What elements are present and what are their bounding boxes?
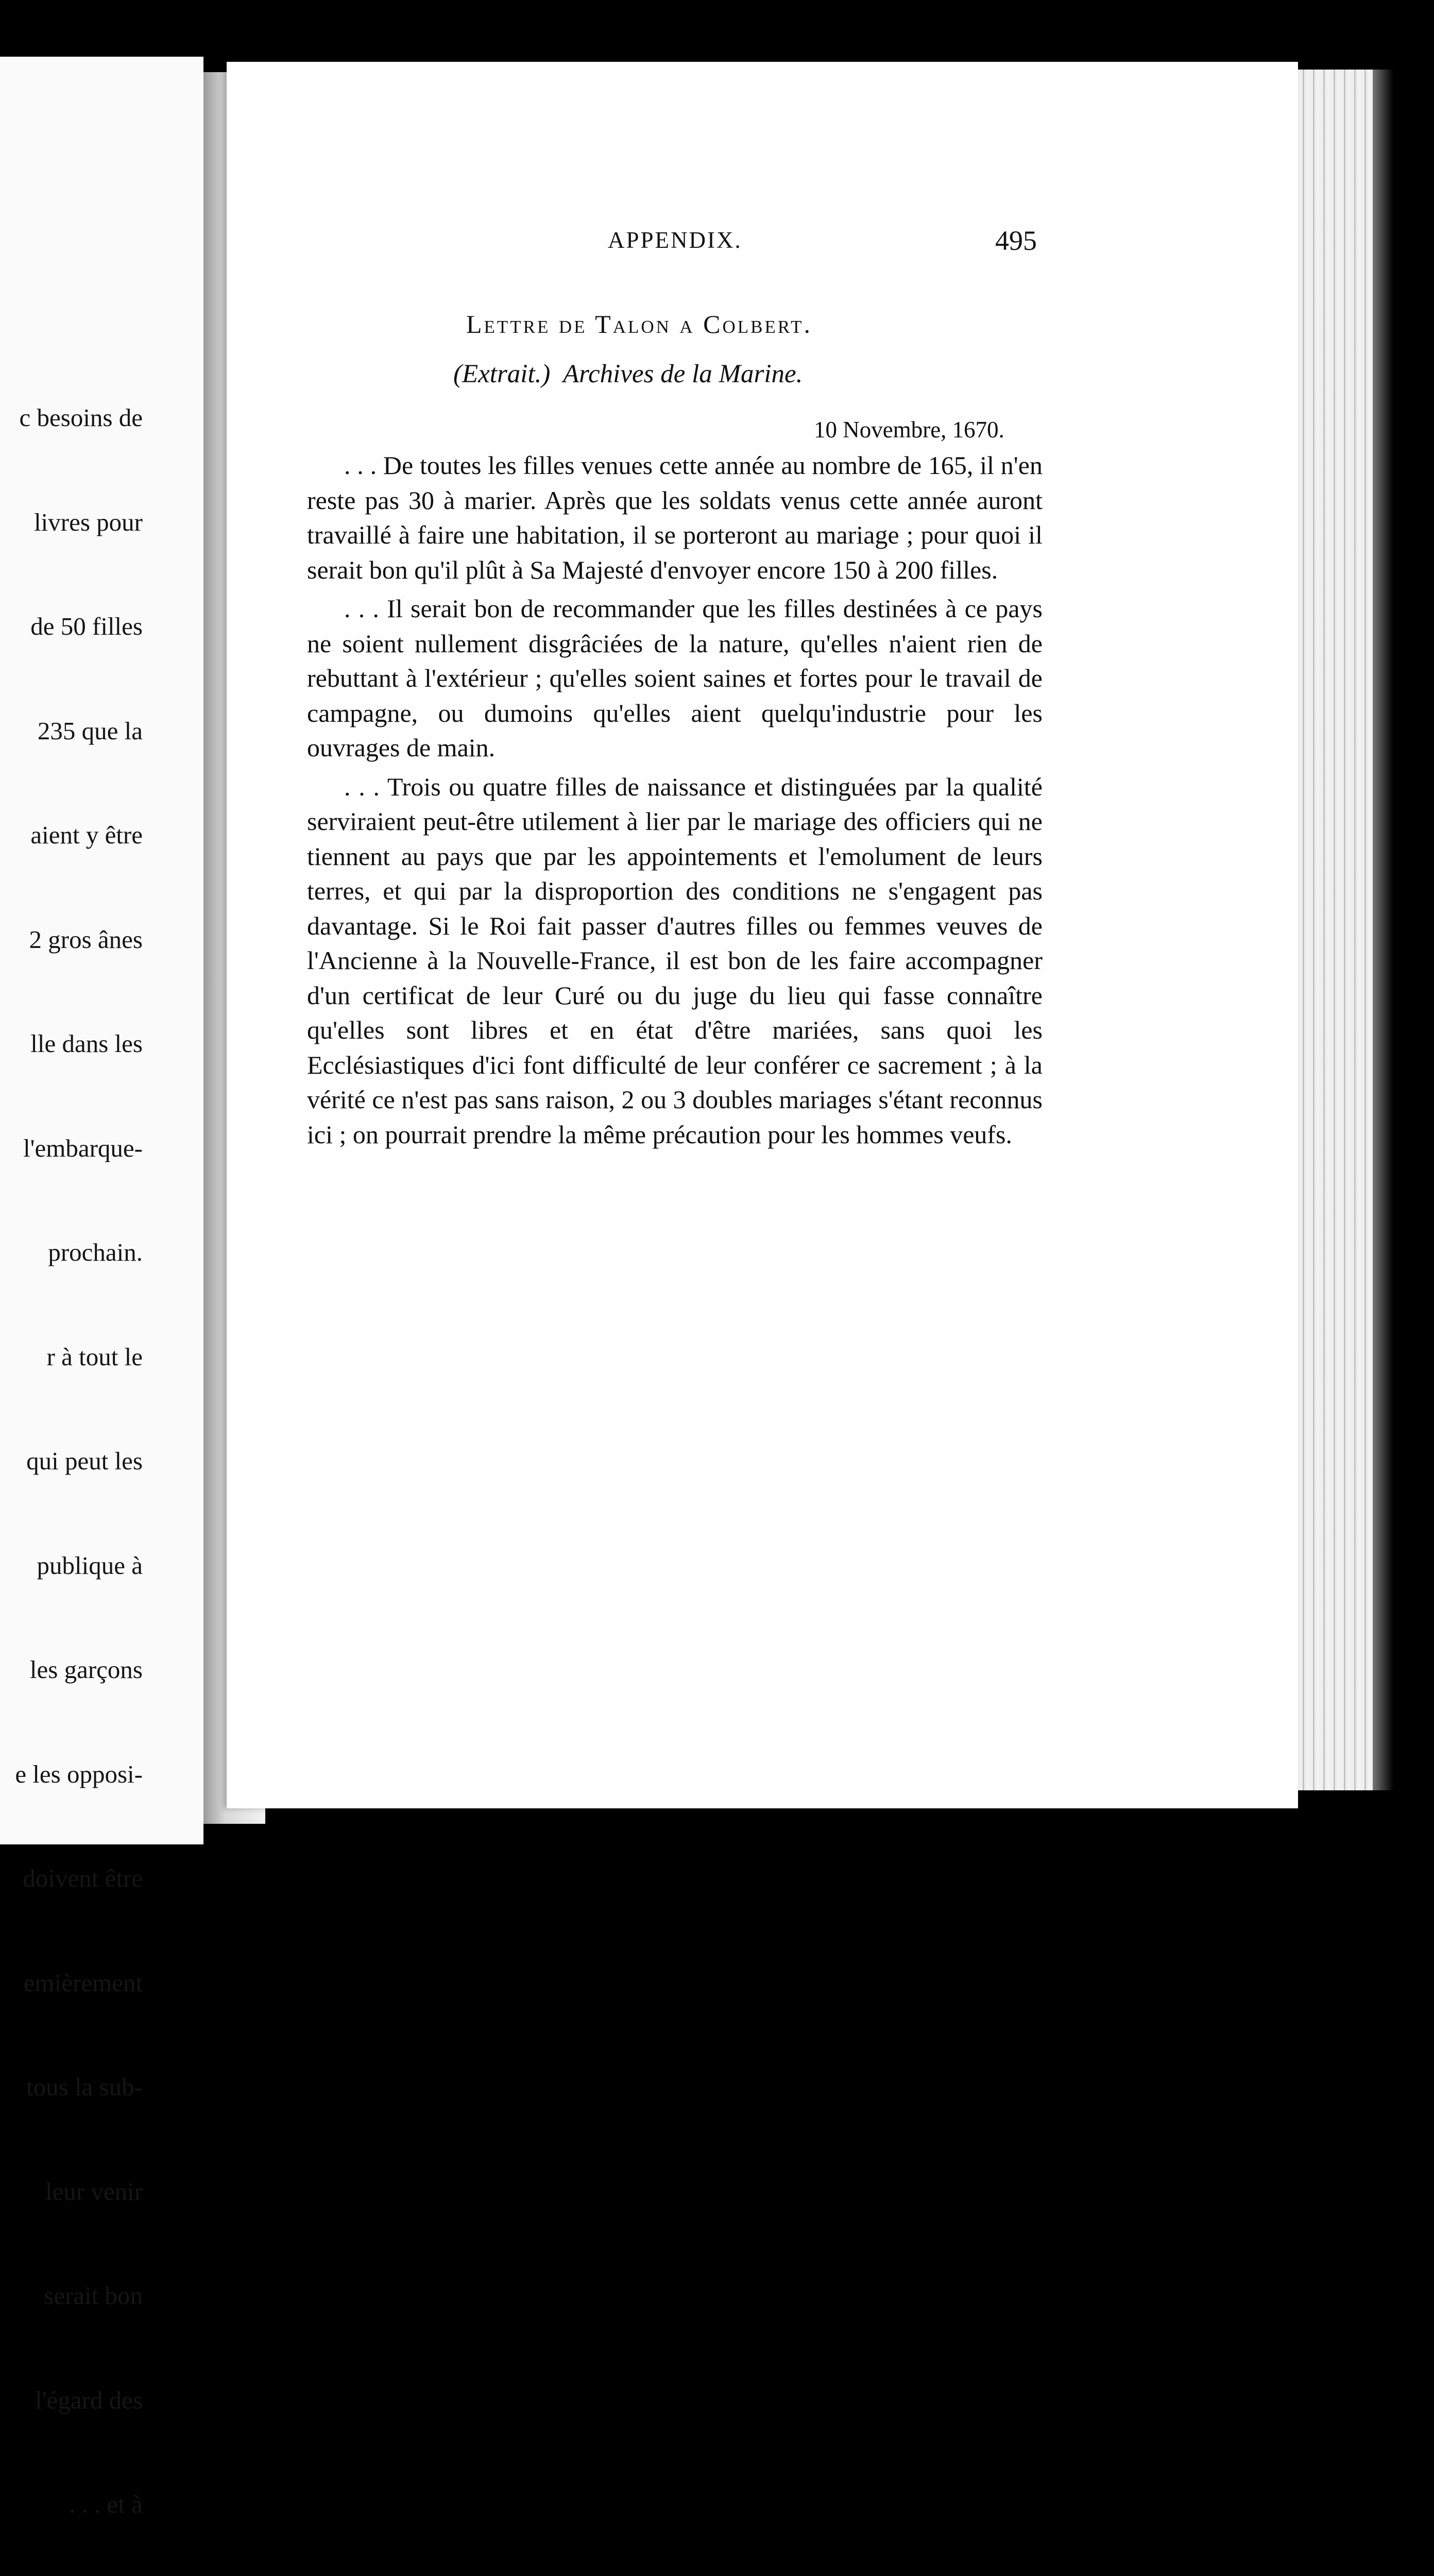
left-facing-page [0, 57, 203, 2518]
left-line: l'embarque- [23, 1133, 143, 1162]
page-edge-shadow [1373, 70, 1393, 1790]
letter-paragraph: . . . De toutes les filles venues cette année au nombre de 165, il n'en reste pas 30 à marier. Après que les soldats venus cette année auront travaillé à faire une habitation, il se porteront au mariage ; pour quoi il serait bon qu'il plût à Sa Majesté d'envoyer encore 150 à 200 filles. [307, 451, 1043, 584]
left-line: lle dans les [30, 1029, 143, 1058]
left-line: e les opposi- [15, 1759, 143, 1788]
letter-body [307, 448, 1043, 1152]
left-line: prochain. [48, 1238, 143, 1266]
page-edges [1288, 70, 1386, 1790]
letter-paragraph: . . . Il serait bon de recommander que les filles destinées à ce pays ne soient nullement disgrâciées de la nature, qu'elles n'aient rien de rebuttant à l'extérieur ; qu'elles soient saines et fortes pour le travail de campagne, ou dumoins qu'elles aient quelqu'industrie pour les ouvrages de main. [307, 594, 1043, 762]
left-line: livres pour [34, 507, 143, 536]
letter-paragraph: . . . Trois ou quatre filles de naissance et distinguées par la qualité serviraient peut-être utilement à lier par le mariage des officiers qui ne tiennent au pays que par les appointements et l'emolument de leurs terres, et qui par la disproportion des conditions ne s'engagent pas davantage. Si le Roi fait passer d'autres filles ou femmes veuves de l'Ancienne à la Nouvelle-France, il est bon de les faire accompagner d'un certificat de leur Curé ou du juge du lieu qui fasse connaître qu'elles sont libres et en état d'être mariées, sans quoi les Ecclésiastiques d'ici font difficulté de leur conférer ce sacrement ; à la vérité ce n'est pas sans raison, 2 ou 3 doubles mariages s'étant reconnus ici ; on pourrait prendre la même précaution pour les hommes veufs. [307, 772, 1043, 1149]
left-line: aient y être [30, 821, 143, 849]
letter-source: (Extrait.) Archives de la Marine. [453, 360, 803, 388]
letter-title: Lettre de Talon a Colbert. [466, 310, 813, 338]
left-line: qui peut les [26, 1447, 143, 1475]
letter-date: 10 Novembre, 1670. [814, 417, 1004, 443]
left-line: serait bon [44, 2281, 143, 2310]
running-head: APPENDIX. [608, 227, 742, 253]
left-line: de 50 filles [30, 612, 143, 640]
left-line: leur venir [45, 2177, 143, 2206]
left-line: tous la sub- [26, 2073, 143, 2101]
left-line: . . . et à [69, 2490, 143, 2518]
left-line: les garçons [29, 1655, 143, 1684]
left-page-text [15, 331, 143, 2576]
left-line: publique à [37, 1551, 143, 1580]
page-number: 495 [995, 225, 1037, 256]
left-line: doivent être [23, 1864, 143, 1892]
left-line: c besoins de [19, 403, 143, 432]
left-line: emièrement [23, 1968, 143, 1997]
left-line: 2 gros ânes [29, 925, 143, 954]
left-line: l'égard des [35, 2385, 143, 2414]
left-line: r à tout le [46, 1342, 143, 1371]
left-line: 235 que la [37, 716, 143, 745]
